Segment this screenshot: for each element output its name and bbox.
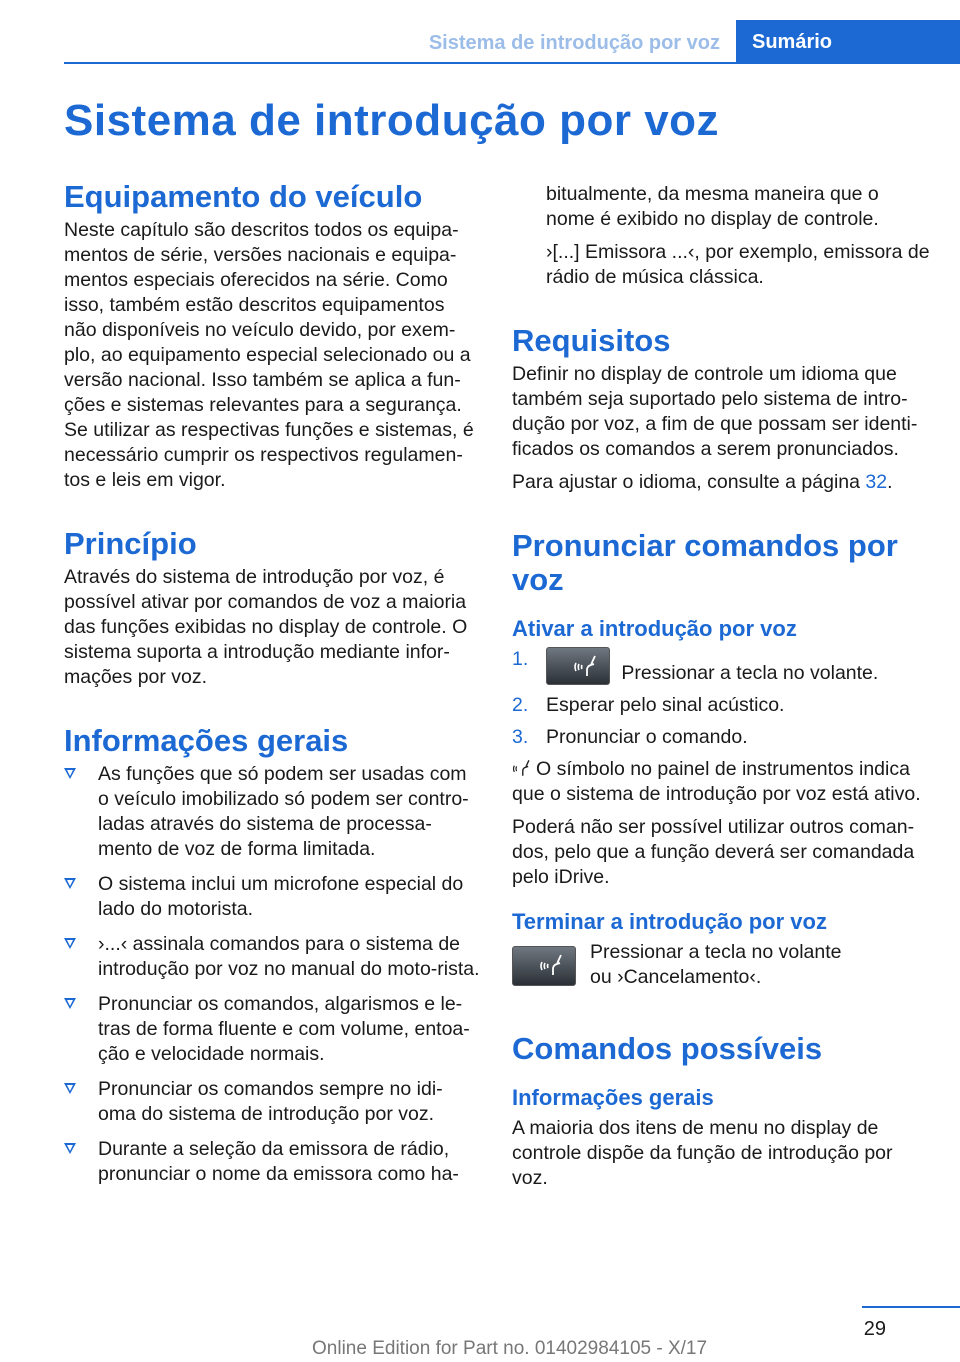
list-item: ›...‹ assinala comandos para o sistema de introdução por voz no manual do moto-rista. — [64, 932, 480, 982]
footer-edition: Online Edition for Part no. 01402984105 - X/17 — [312, 1338, 708, 1359]
header-rule — [64, 62, 960, 64]
principle-heading: Princípio — [64, 526, 197, 561]
language-setting-text: Para ajustar o idioma, consulte a página 32. — [512, 471, 893, 493]
list-item: As funções que só podem ser usadas com o veículo imobilizado só podem ser contro-ladas através do sistema de processa-mento de voz de forma limitada. — [64, 762, 480, 862]
terminate-heading: Terminar a introdução por voz — [512, 909, 827, 934]
activate-steps — [512, 647, 930, 750]
footer-rule — [862, 1306, 960, 1308]
general-info-subheading: Informações gerais — [512, 1085, 714, 1110]
activate-heading: Ativar a introdução por voz — [512, 616, 797, 641]
symbol-text: O símbolo no painel de instrumentos indica que o sistema de introdução por voz está ativo. — [512, 758, 921, 805]
terminate-instruction — [512, 940, 930, 998]
triangle-bullet-icon — [64, 1083, 76, 1094]
page-link[interactable]: 32 — [865, 471, 888, 493]
possible-commands-heading: Comandos possíveis — [512, 1031, 823, 1066]
voice-button-icon — [546, 647, 610, 685]
triangle-bullet-icon — [64, 878, 76, 889]
other-commands-text: Poderá não ser possível utilizar outros coman-dos, pelo que a função deverá ser comandada pelo iDrive. — [512, 816, 915, 888]
triangle-bullet-icon — [64, 768, 76, 779]
general-info-text: A maioria dos itens de menu no display de controle dispõe da função de introdução por voz. — [512, 1117, 893, 1189]
example-command-text: ›[...] Emissora ...‹, por exemplo, emissora de rádio de música clássica. — [546, 241, 930, 288]
voice-symbol-icon — [512, 758, 532, 778]
requirements-heading: Requisitos — [512, 323, 671, 358]
list-item: Pronunciar os comandos, algarismos e le-tras de forma fluente e com volume, entoa-ção e velocidade normais. — [64, 992, 480, 1067]
list-item: Pronunciar os comandos sempre no idi-oma do sistema de introdução por voz. — [64, 1077, 480, 1127]
general-info-heading: Informações gerais — [64, 723, 349, 758]
equipment-heading: Equipamento do veículo — [64, 179, 423, 214]
triangle-bullet-icon — [64, 938, 76, 949]
general-info-list — [64, 762, 480, 1187]
continued-text: bitualmente, da mesma maneira que o nome é exibido no display de controle. — [546, 183, 879, 230]
left-column — [64, 180, 480, 1197]
list-item: 2. Esperar pelo sinal acústico. — [512, 694, 785, 716]
list-item: 3. Pronunciar o comando. — [512, 726, 748, 748]
triangle-bullet-icon — [64, 1143, 76, 1154]
voice-button-icon — [512, 946, 576, 986]
list-item: O sistema inclui um microfone especial do lado do motorista. — [64, 872, 480, 922]
principle-text: Através do sistema de introdução por voz, é possível ativar por comandos de voz a maioria das funções exibidas no display de controle. O sistema suporta a introdução mediante infor-mações por voz. — [64, 566, 468, 688]
right-column — [512, 182, 930, 1199]
terminate-text: Pressionar a tecla no volante ou ›Cancelamento‹. — [590, 941, 842, 988]
header-chapter-title: Sistema de introdução por voz — [428, 32, 720, 54]
page-title: Sistema de introdução por voz — [64, 96, 720, 145]
contents-tab[interactable]: Sumário — [736, 20, 960, 62]
triangle-bullet-icon — [64, 998, 76, 1009]
list-item: Durante a seleção da emissora de rádio, pronunciar o nome da emissora como ha- — [64, 1137, 480, 1187]
pronounce-heading: Pronunciar comandos por voz — [512, 528, 898, 597]
equipment-text: Neste capítulo são descritos todos os equipa-mentos de série, versões nacionais e equipa-mentos especiais oferecidos na série. Como isso, também estão descritos equipamentos não disponíveis no veículo devido, por exem-plo, ao equipamento especial selecionado ou a versão nacional. Isso também se aplica a fun-ções e sistemas relevantes para a segurança. Se utilizar as respectivas funções e sistemas, é necessário cumprir os respectivos regulamen-tos e leis em vigor. — [64, 219, 474, 491]
requirements-text: Definir no display de controle um idioma que também seja suportado pelo sistema de intro-dução por voz, a fim de que possam ser identi-ficados os comandos a serem pronunciados. — [512, 363, 918, 460]
list-item: 1. Pressionar a tecla no volante. — [512, 648, 879, 684]
page-number: 29 — [863, 1318, 886, 1340]
